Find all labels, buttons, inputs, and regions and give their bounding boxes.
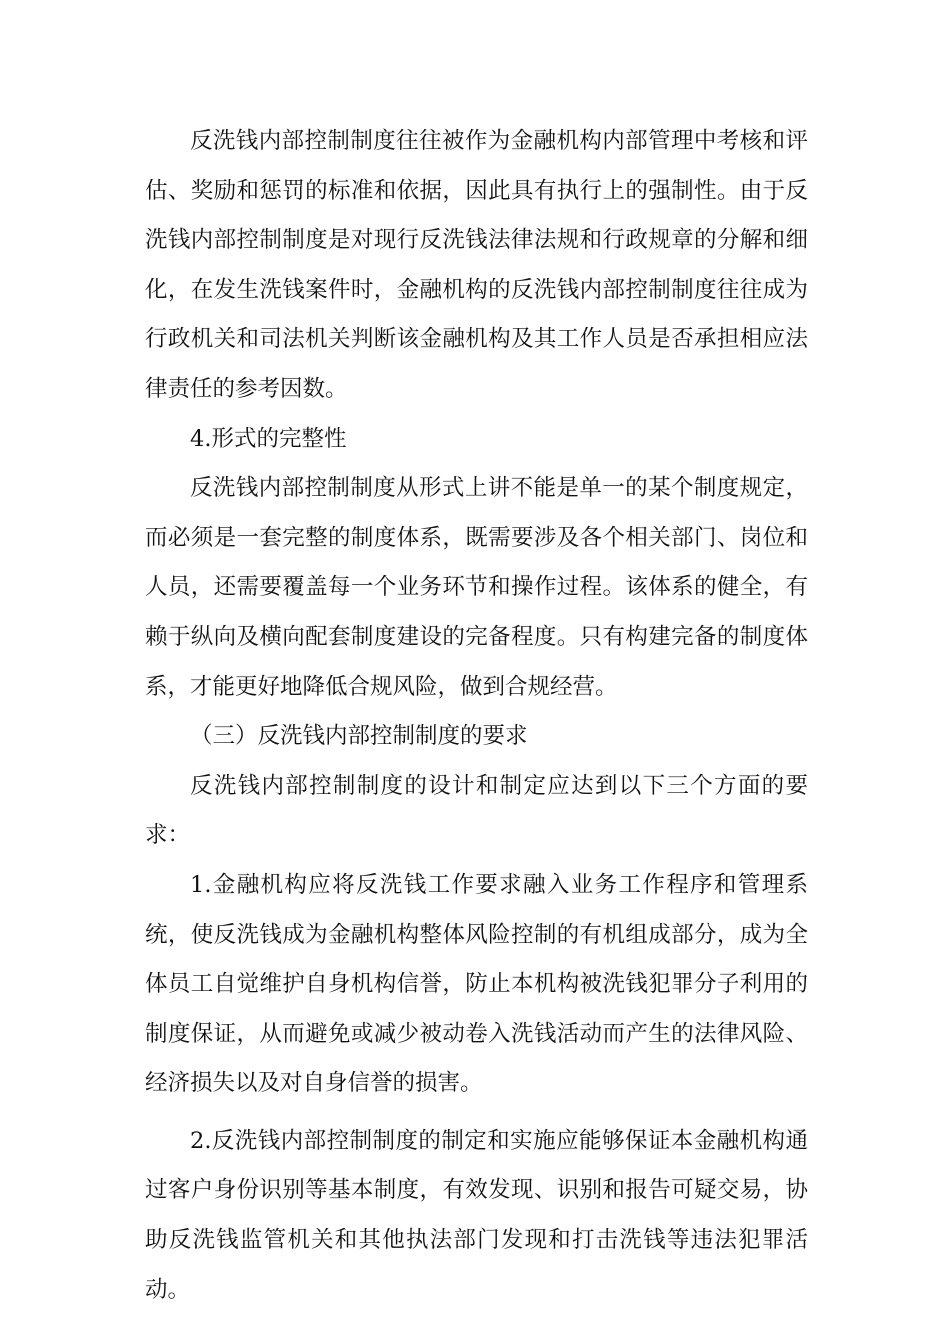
document-body <box>145 117 808 1315</box>
heading-completeness-of-form: 4.形式的完整性 <box>190 425 347 452</box>
paragraph-enforceability: 反洗钱内部控制制度往往被作为金融机构内部管理中考核和评估、奖励和惩罚的标准和依据，因此具有执行上的强制性。由于反洗钱内部控制制度是对现行反洗钱法律法规和行政规章的分解和细化，在发生洗钱案件时，金融机构的反洗钱内部控制制度往往成为行政机关和司法机关判断该金融机构及其工作人员是否承担相应法律责任的参考因数。 <box>145 128 808 402</box>
requirement-item-1: 1.金融机构应将反洗钱工作要求融入业务工作程序和管理系统，使反洗钱成为金融机构整体风险控制的有机组成部分，成为全体员工自觉维护自身机构信誉，防止本机构被洗钱犯罪分子利用的制度保证，从而避免或减少被动卷入洗钱活动而产生的法律风险、经济损失以及对自身信誉的损害。 <box>145 871 808 1097</box>
paragraph-requirements-intro: 反洗钱内部控制制度的设计和制定应达到以下三个方面的要求： <box>145 772 808 849</box>
requirement-item-2: 2.反洗钱内部控制制度的制定和实施应能够保证本金融机构通过客户身份识别等基本制度，有效发现、识别和报告可疑交易，协助反洗钱监管机关和其他执法部门发现和打击洗钱等违法犯罪活动。 <box>145 1127 808 1303</box>
paragraph-completeness-of-form: 反洗钱内部控制制度从形式上讲不能是单一的某个制度规定，而必须是一套完整的制度体系，既需要涉及各个相关部门、岗位和人员，还需要覆盖每一个业务环节和操作过程。该体系的健全，有赖于纵向及横向配套制度建设的完备程度。只有构建完备的制度体系，才能更好地降低合规风险，做到合规经营。 <box>145 475 808 700</box>
section-heading-requirements: （三）反洗钱内部控制制度的要求 <box>190 723 528 750</box>
